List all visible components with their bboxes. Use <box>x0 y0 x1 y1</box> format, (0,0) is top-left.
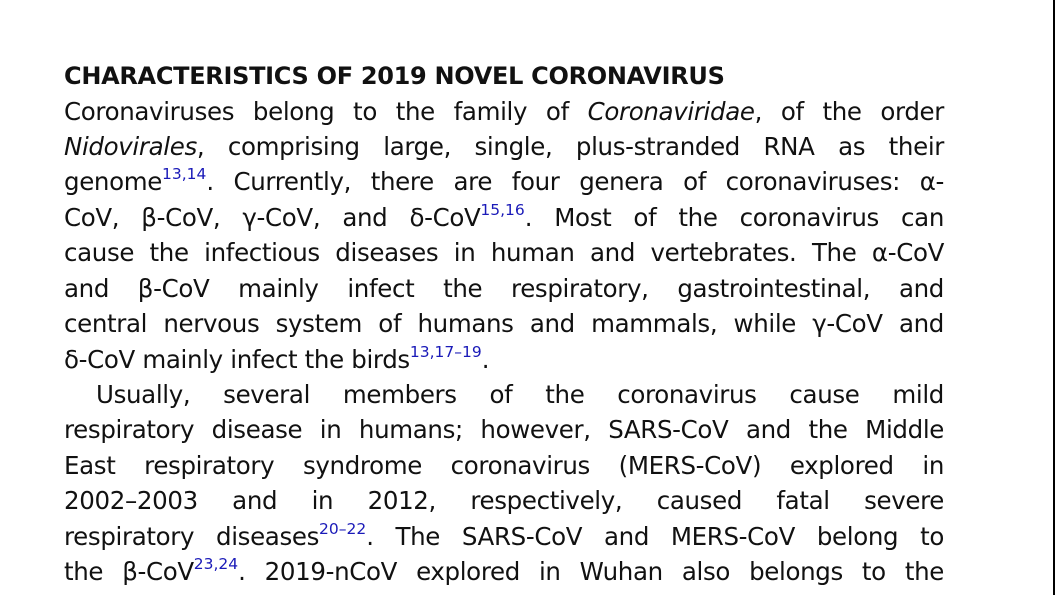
body-text: . The SARS-CoV and MERS-CoV belong to <box>366 522 944 551</box>
italic-term: Nidovirales <box>64 132 197 161</box>
body-text: , comprising large, single, plus-stranded RNA as their <box>196 132 944 161</box>
page-edge-rule <box>1053 0 1055 595</box>
body-text: cause the infectious diseases in human and vertebrates. The α-CoV <box>64 238 944 267</box>
body-text: . Currently, there are four genera of coronaviruses: α- <box>206 167 944 196</box>
body-text: the β-CoV <box>64 557 194 586</box>
body-text: . <box>481 345 490 374</box>
paragraph-1-line-2 <box>64 129 944 165</box>
paragraph-1-line-1 <box>64 94 944 130</box>
body-text: central nervous system of humans and mammals, while γ-CoV and <box>64 309 944 338</box>
paragraph-2-line-5 <box>64 519 944 555</box>
paragraph-1-line-3 <box>64 164 944 200</box>
body-text: , of the order <box>754 97 945 126</box>
paragraph-2-line-1 <box>96 377 944 413</box>
paragraph-1-line-7 <box>64 306 944 342</box>
paragraph-1-line-8 <box>64 342 944 378</box>
body-text: East respiratory syndrome coronavirus (MERS-CoV) explored in <box>64 451 944 480</box>
body-text: CoV, β-CoV, γ-CoV, and δ-CoV <box>64 203 481 232</box>
citation-link[interactable]: 23,24 <box>193 555 239 574</box>
body-text: Usually, several members of the coronavirus cause mild <box>96 380 944 409</box>
body-text: Coronaviruses belong to the family of <box>64 97 588 126</box>
body-text: genome <box>64 167 162 196</box>
paragraph-2-line-3 <box>64 448 944 484</box>
paragraph-2-line-2 <box>64 412 944 448</box>
paragraph-2-line-4 <box>64 483 944 519</box>
italic-term: Coronaviridae <box>587 97 755 126</box>
body-text: δ-CoV mainly infect the birds <box>64 345 410 374</box>
citation-link[interactable]: 13,17–19 <box>409 343 482 362</box>
body-text: . Most of the coronavirus can <box>524 203 944 232</box>
section-heading: CHARACTERISTICS OF 2019 NOVEL CORONAVIRUS <box>64 62 725 90</box>
body-text: 2002–2003 and in 2012, respectively, caused fatal severe <box>64 486 944 515</box>
body-text: . 2019-nCoV explored in Wuhan also belongs to the <box>238 557 944 586</box>
paragraph-2-line-6 <box>64 554 944 590</box>
paragraph-1-line-4 <box>64 200 944 236</box>
body-text: respiratory disease in humans; however, SARS-CoV and the Middle <box>64 415 944 444</box>
citation-link[interactable]: 20–22 <box>319 520 367 539</box>
body-text: and β-CoV mainly infect the respiratory, gastrointestinal, and <box>64 274 944 303</box>
citation-link[interactable]: 13,14 <box>161 165 207 184</box>
paragraph-1-line-6 <box>64 271 944 307</box>
body-text: respiratory diseases <box>64 522 320 551</box>
citation-link[interactable]: 15,16 <box>480 201 525 220</box>
paragraph-1-line-5 <box>64 235 944 271</box>
